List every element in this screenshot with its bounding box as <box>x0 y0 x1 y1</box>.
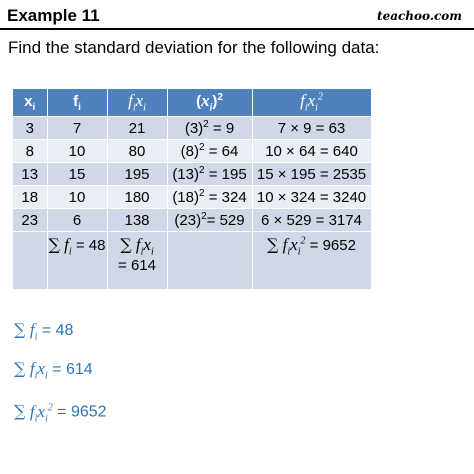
cell-fixi-squared: 10 × 64 = 640 <box>252 140 371 163</box>
cell-xi: 23 <box>13 209 47 232</box>
results-block <box>14 320 107 437</box>
table-sum-row <box>13 232 371 290</box>
cell-fixi-squared: 6 × 529 = 3174 <box>252 209 371 232</box>
cell-sum-fixi-squared: ∑ $f_ix_i^2 = 9652$ <box>252 232 371 290</box>
cell-sum-fi: ∑ $f_i = 48$ <box>47 232 107 290</box>
cell-fi: 10 <box>47 140 107 163</box>
cell-fi: 6 <box>47 209 107 232</box>
cell-fi: 10 <box>47 186 107 209</box>
cell-sum-empty <box>13 232 47 290</box>
data-table <box>13 89 372 289</box>
cell-fixi: 138 <box>107 209 167 232</box>
cell-xi-squared: $(3)^2 = 9$ <box>167 117 252 140</box>
cell-xi: 18 <box>13 186 47 209</box>
cell-xi: 3 <box>13 117 47 140</box>
header-fixi: $f_ix_i$ <box>107 89 167 117</box>
watermark: teachoo.com <box>377 9 462 23</box>
cell-sum-fixi: ∑ $f_ix_i$ = 614 <box>107 232 167 290</box>
cell-sum-empty2 <box>167 232 252 290</box>
header-xi-squared: $(x_i)^2$ <box>167 89 252 117</box>
table-row <box>13 117 371 140</box>
cell-fixi-squared: 7 × 9 = 63 <box>252 117 371 140</box>
header-xi: $x_i$ <box>13 89 47 117</box>
header-fixi-squared: $f_ix_i^2$ <box>252 89 371 117</box>
cell-xi-squared: $(23)^2= 529$ <box>167 209 252 232</box>
title-bar <box>0 0 474 30</box>
cell-fixi: 21 <box>107 117 167 140</box>
cell-fixi: 80 <box>107 140 167 163</box>
cell-xi-squared: $(8)^2 = 64$ <box>167 140 252 163</box>
table-row <box>13 163 371 186</box>
cell-xi-squared: $(18)^2 = 324$ <box>167 186 252 209</box>
cell-fi: 15 <box>47 163 107 186</box>
example-title: Example 11 <box>7 6 100 25</box>
question-text: Find the standard deviation for the following data: <box>8 38 380 57</box>
cell-xi-squared: $(13)^2 = 195$ <box>167 163 252 186</box>
header-fi: $f_i$ <box>47 89 107 117</box>
cell-fixi-squared: 10 × 324 = 3240 <box>252 186 371 209</box>
cell-fi: 7 <box>47 117 107 140</box>
result-sum-fixi: ∑ $f_ix_i = 614$ <box>14 359 93 382</box>
result-sum-fixi-squared: ∑ $f_ix_i^2 = 9652$ <box>14 401 107 425</box>
header-divider <box>0 28 474 30</box>
cell-xi: 8 <box>13 140 47 163</box>
cell-xi: 13 <box>13 163 47 186</box>
table-row <box>13 140 371 163</box>
cell-fixi: 180 <box>107 186 167 209</box>
cell-fixi-squared: 15 × 195 = 2535 <box>252 163 371 186</box>
result-sum-fi: ∑ $f_i = 48$ <box>14 320 74 343</box>
cell-fixi: 195 <box>107 163 167 186</box>
table-row <box>13 186 371 209</box>
table-header-row <box>13 89 371 117</box>
table-row <box>13 209 371 232</box>
